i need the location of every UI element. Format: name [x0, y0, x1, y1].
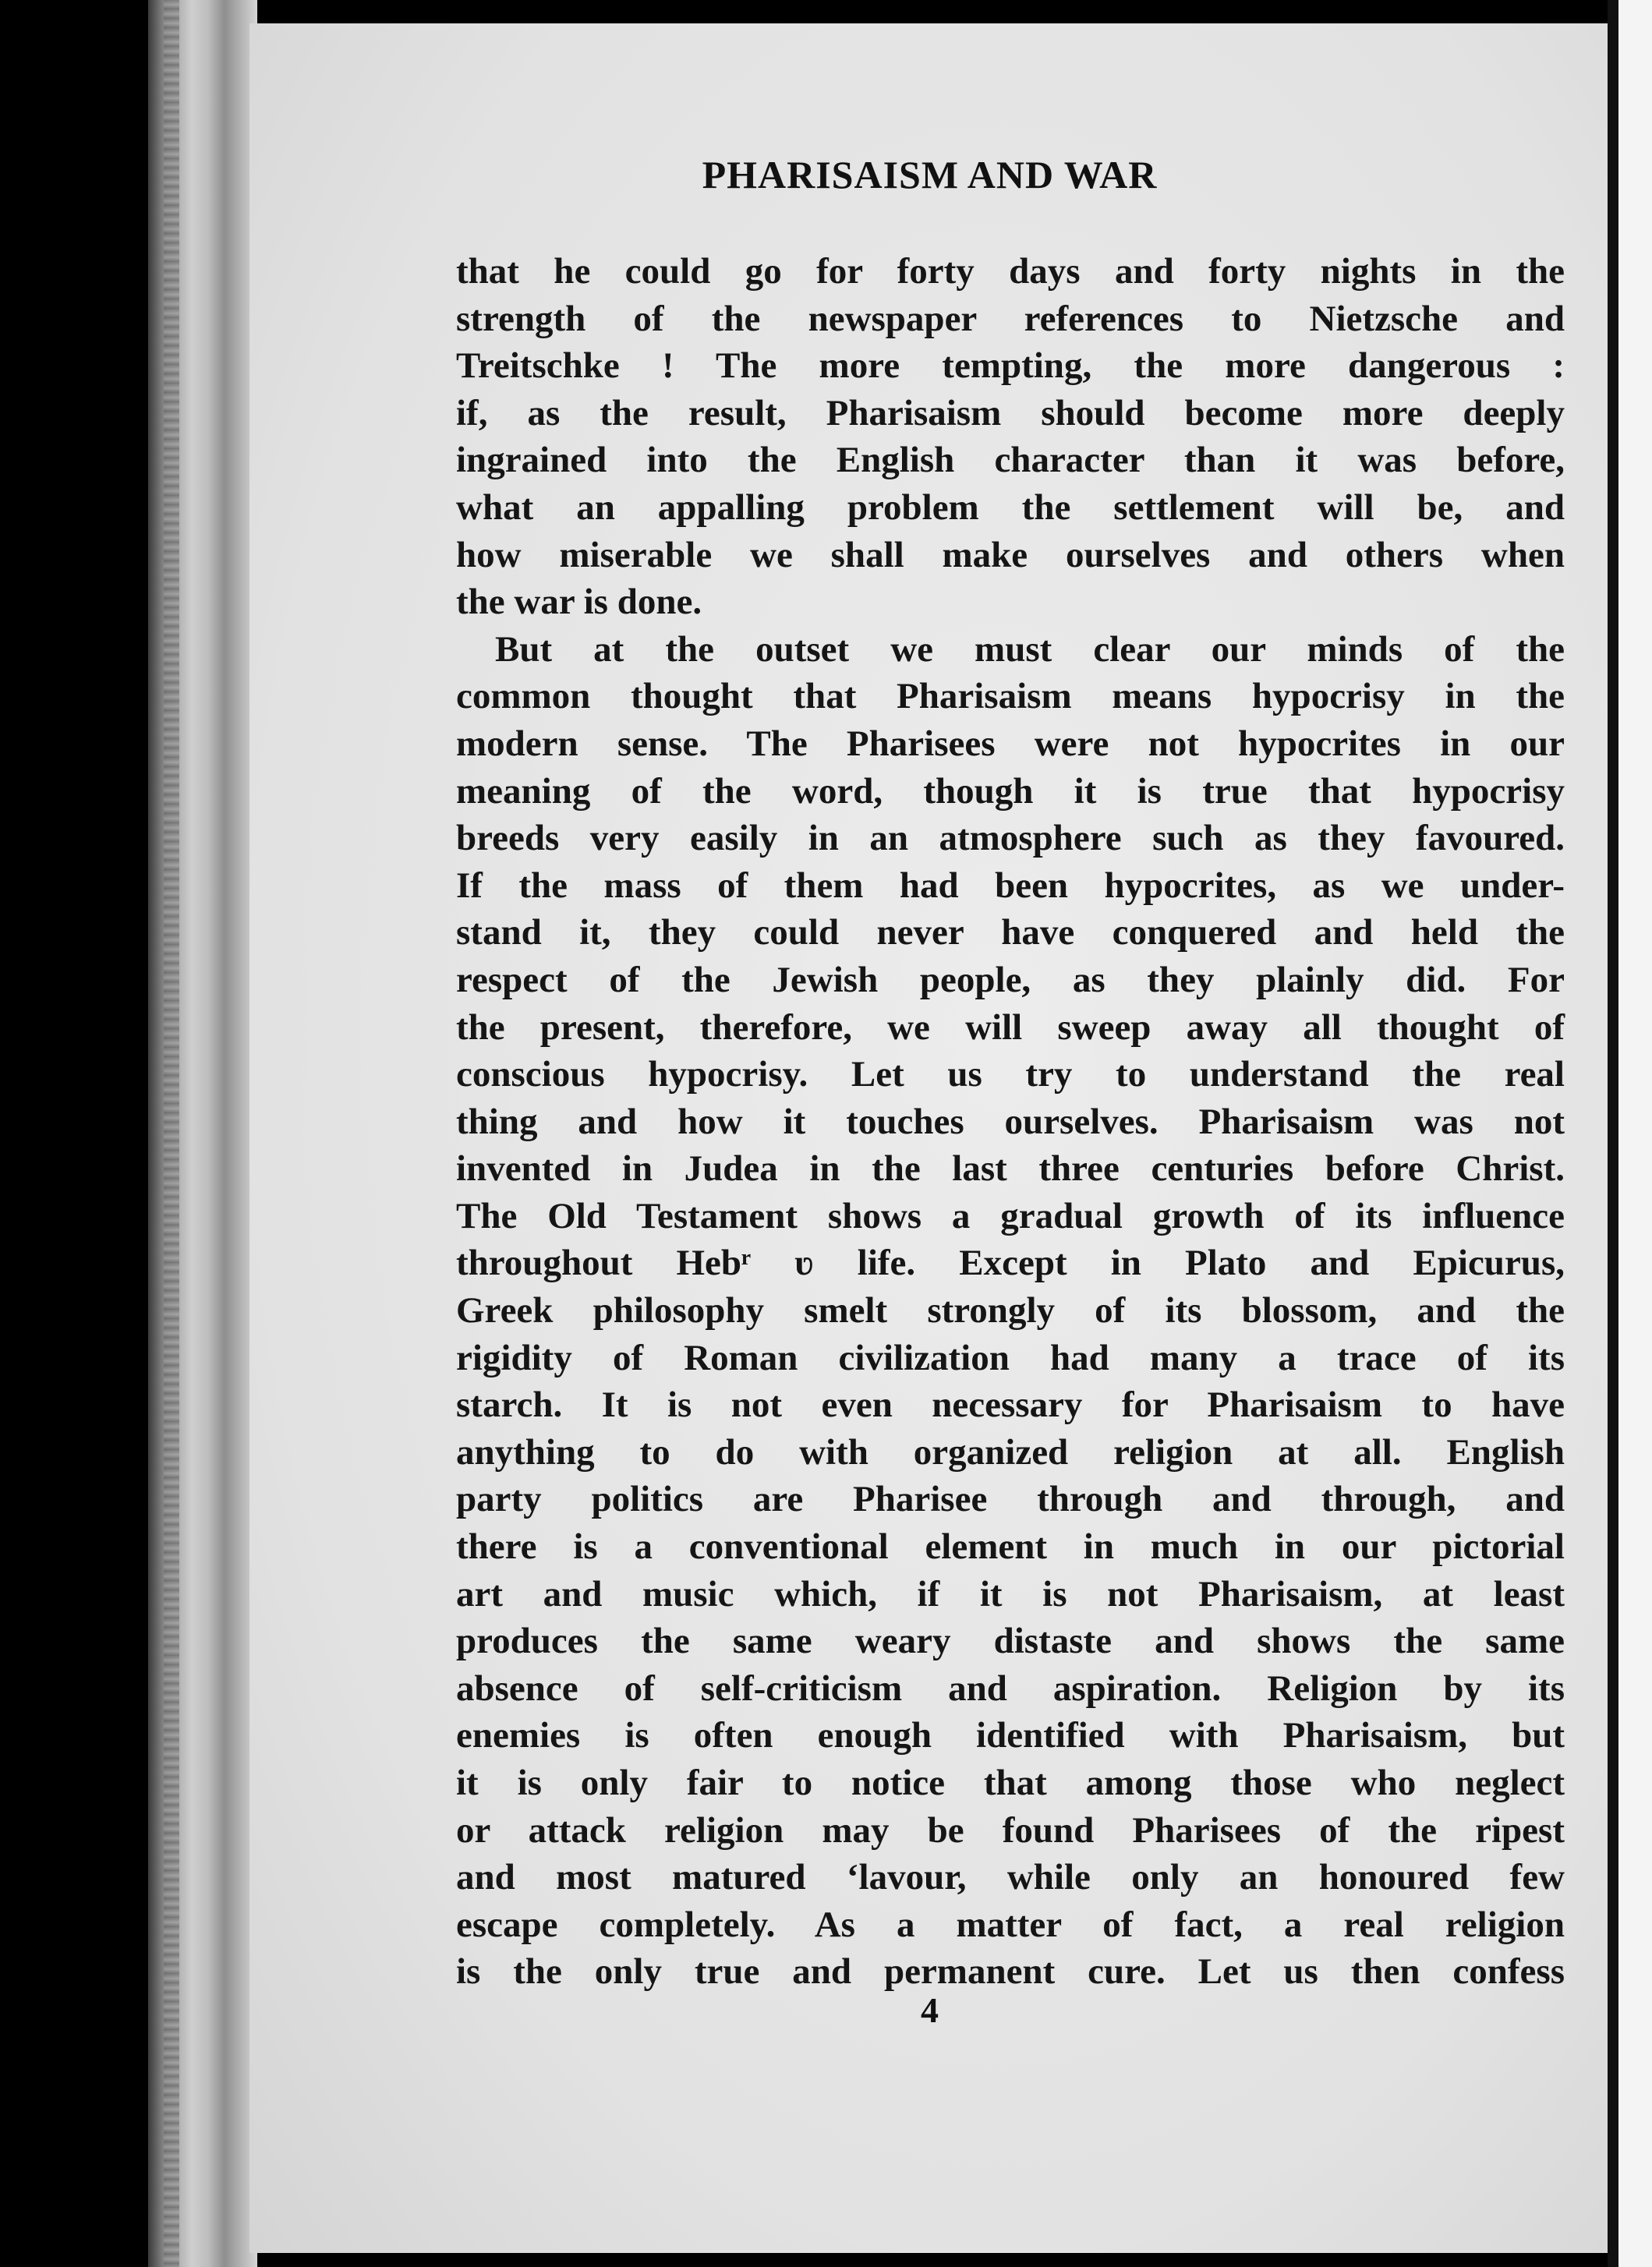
text-line: conscious hypocrisy. Let us try to understand the real — [456, 1054, 1565, 1095]
text-line: strength of the newspaper references to Nietzsche and — [456, 298, 1565, 339]
text-line: throughout Hebʳ ʋ life. Except in Plato and Epicurus, — [456, 1243, 1565, 1284]
text-line: modern sense. The Pharisees were not hypocrites in our — [456, 723, 1565, 764]
text-line: Greek philosophy smelt strongly of its blossom, and the — [456, 1290, 1565, 1332]
text-line: starch. It is not even necessary for Pharisaism to have — [456, 1385, 1565, 1426]
scan-margin — [1618, 0, 1652, 2267]
text-line: Treitschke ! The more tempting, the more dangerous : — [456, 345, 1565, 387]
page-edges — [164, 0, 179, 2267]
text-line: breeds very easily in an atmosphere such as they favoured. — [456, 818, 1565, 859]
text-line: that he could go for forty days and forty nights in the — [456, 251, 1565, 292]
text-line: But at the outset we must clear our minds of the — [495, 628, 1565, 670]
body-text — [456, 248, 1565, 1996]
text-line: the present, therefore, we will sweep away all thought of — [456, 1006, 1565, 1048]
text-line: thing and how it touches ourselves. Pharisaism was not — [456, 1101, 1565, 1142]
book-page — [249, 23, 1610, 2253]
text-line: stand it, they could never have conquered and held the — [456, 912, 1565, 953]
text-line: invented in Judea in the last three centuries before Christ. — [456, 1148, 1565, 1190]
text-line: party politics are Pharisee through and through, and — [456, 1479, 1565, 1520]
text-line: what an appalling problem the settlement will be, and — [456, 486, 1565, 528]
text-line: art and music which, if it is not Pharisaism, at least — [456, 1573, 1565, 1614]
text-line: If the mass of them had been hypocrites, as we under- — [456, 865, 1565, 906]
running-head: PHARISAISM AND WAR — [702, 153, 1158, 196]
text-line: produces the same weary distaste and shows the same — [456, 1621, 1565, 1662]
text-line: respect of the Jewish people, as they plainly did. For — [456, 959, 1565, 1000]
text-line: absence of self-criticism and aspiration. Religion by its — [456, 1668, 1565, 1709]
text-line: The Old Testament shows a gradual growth of its influence — [456, 1195, 1565, 1236]
page-number: 4 — [921, 1990, 939, 2030]
text-line: is the only true and permanent cure. Let us then confess — [456, 1951, 1565, 1993]
text-line: rigidity of Roman civilization had many a trace of its — [456, 1337, 1565, 1378]
text-line: how miserable we shall make ourselves and others when — [456, 534, 1565, 575]
text-line: escape completely. As a matter of fact, a real religion — [456, 1904, 1565, 1945]
text-line: if, as the result, Pharisaism should become more deeply — [456, 392, 1565, 433]
text-line: ingrained into the English character than it was before, — [456, 440, 1565, 481]
text-line: there is a conventional element in much in our pictorial — [456, 1526, 1565, 1568]
text-line: it is only fair to notice that among those who neglect — [456, 1763, 1565, 1803]
page-right-border — [1608, 0, 1618, 2267]
text-line: or attack religion may be found Pharisees of the ripest — [456, 1809, 1565, 1851]
text-line: anything to do with organized religion at all. English — [456, 1431, 1565, 1473]
text-line: and most matured ‘lavour, while only an honoured few — [456, 1857, 1565, 1898]
text-line: the war is done. — [456, 582, 702, 623]
text-line: enemies is often enough identified with Pharisaism, but — [456, 1715, 1565, 1756]
text-line: meaning of the word, though it is true that hypocrisy — [456, 770, 1565, 812]
text-line: common thought that Pharisaism means hypocrisy in the — [456, 676, 1565, 717]
